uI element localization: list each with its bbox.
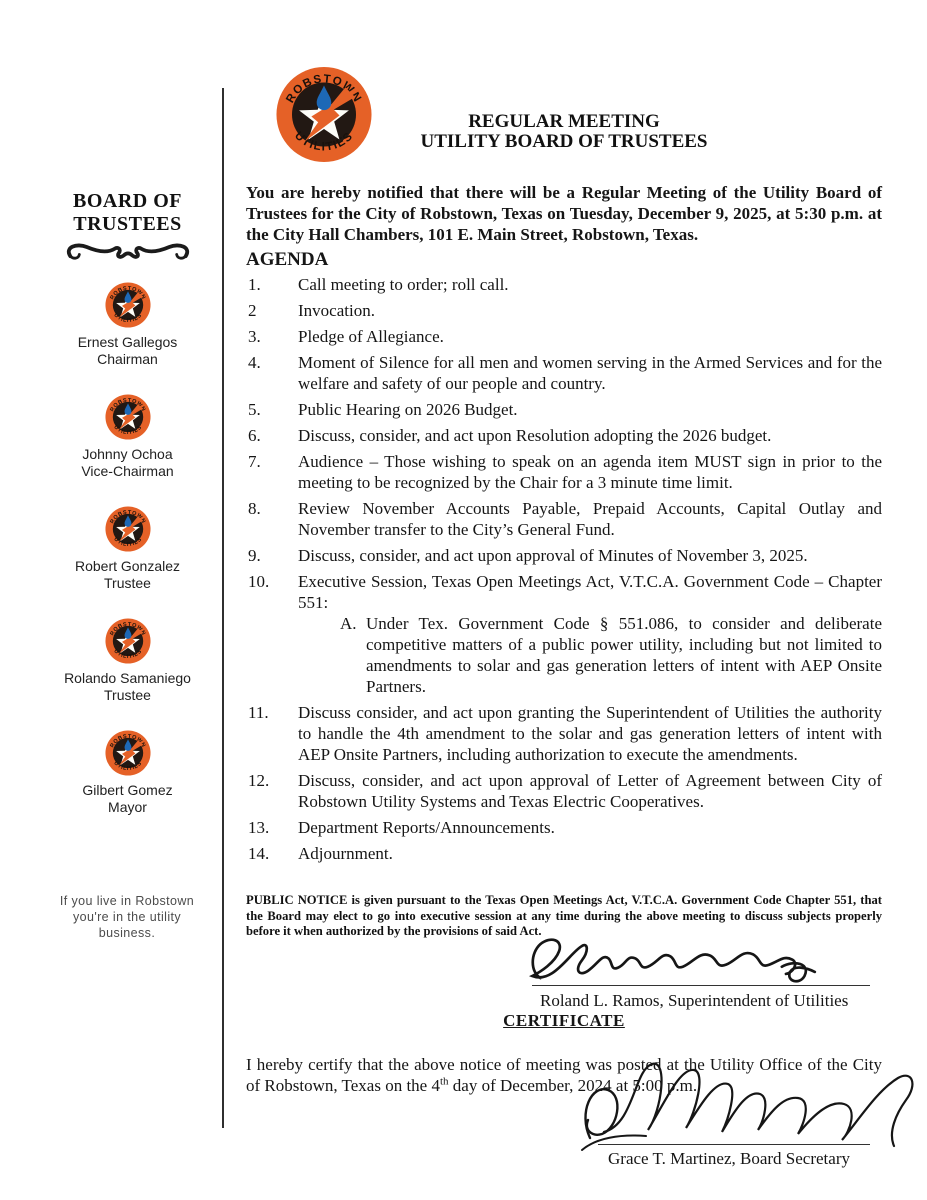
main-content xyxy=(246,182,882,1200)
agenda-item-text: Invocation. xyxy=(298,301,375,320)
agenda-item-text: Pledge of Allegiance. xyxy=(298,327,444,346)
superintendent-signature-icon xyxy=(524,930,854,988)
signature-line xyxy=(532,985,870,986)
agenda-item xyxy=(246,843,882,864)
board-member xyxy=(40,394,215,480)
certificate-text: I hereby certify that the above notice of meeting was posted at the Utility Office of the City of Robstown, Texas on the 4th day of December, 2024 at 5:00 p.m. xyxy=(246,1055,882,1095)
agenda-item-number: 6. xyxy=(248,426,261,445)
agenda-item-number: 12. xyxy=(248,771,270,790)
agenda-list xyxy=(246,274,882,864)
board-member xyxy=(40,618,215,704)
agenda-subitem xyxy=(340,613,882,697)
member-name: Johnny Ochoa xyxy=(82,446,173,462)
agenda-item-text: Adjournment. xyxy=(298,844,393,863)
agenda-item-text: Discuss, consider, and act upon approval of Minutes of November 3, 2025. xyxy=(298,546,808,565)
agenda-item-number: 9. xyxy=(248,546,261,565)
member-role: Vice-Chairman xyxy=(81,463,174,479)
agenda-item-text: Call meeting to order; roll call. xyxy=(298,275,509,294)
board-member xyxy=(40,282,215,368)
agenda-item-text: Discuss, consider, and act upon approval of Letter of Agreement between City of Robstown Utility Systems and Texas Electric Cooperatives. xyxy=(298,771,882,811)
robstown-utilities-logo-icon xyxy=(105,730,151,776)
vertical-divider xyxy=(222,88,224,1128)
sidebar-motto: If you live in Robstown you're in the utility business. xyxy=(59,894,195,940)
member-role: Trustee xyxy=(104,687,151,703)
board-of-trustees-heading xyxy=(40,190,215,236)
robstown-utilities-logo-icon xyxy=(105,282,151,328)
ordinal-superscript: th xyxy=(439,1075,449,1088)
agenda-item-number: 5. xyxy=(248,400,261,419)
public-notice-text: PUBLIC NOTICE is given pursuant to the Texas Open Meetings Act, V.T.C.A. Government Code Chapter 551, that the Board may elect to go into executive session at any time during the above meeting to discuss subjects properly before it when authorized by the provisions of said Act. xyxy=(246,893,882,939)
certificate-heading: CERTIFICATE xyxy=(503,1011,625,1030)
member-name: Robert Gonzalez xyxy=(74,558,181,574)
agenda-item-number: 14. xyxy=(248,844,270,863)
notice-intro: You are hereby notified that there will be a Regular Meeting of the Utility Board of Trustees for the City of Robstown, Texas on Tuesday, December 9, 2025, at 5:30 p.m. at the City Hall Chambers, 101 E. Main Street, Robstown, Texas. xyxy=(246,183,882,244)
robstown-utilities-logo-icon xyxy=(105,618,151,664)
board-members-list xyxy=(40,282,215,842)
agenda-item-text: Department Reports/Announcements. xyxy=(298,818,555,837)
agenda-item-number: 7. xyxy=(248,452,261,471)
member-role: Chairman xyxy=(97,351,158,367)
agenda-item xyxy=(246,545,882,566)
agenda-subitem-label: A. xyxy=(340,614,357,633)
agenda-item-number: 1. xyxy=(248,275,261,294)
agenda-item-text: Moment of Silence for all men and women serving in the Armed Services and for the welfare and safety of our people and country. xyxy=(298,353,882,393)
secretary-name: Grace T. Martinez, Board Secretary xyxy=(608,1149,850,1168)
member-name: Rolando Samaniego xyxy=(64,670,191,686)
board-heading-line2: TRUSTEES xyxy=(73,213,182,235)
agenda-item xyxy=(246,702,882,765)
agenda-item xyxy=(246,425,882,446)
title-line2: UTILITY BOARD OF TRUSTEES xyxy=(420,131,708,152)
agenda-item xyxy=(246,326,882,347)
flourish-divider-icon xyxy=(62,238,194,266)
agenda-item xyxy=(246,571,882,697)
agenda-item xyxy=(246,274,882,295)
agenda-heading: AGENDA xyxy=(246,249,329,270)
agenda-item xyxy=(246,770,882,812)
board-heading-line1: BOARD OF xyxy=(73,190,182,212)
agenda-item xyxy=(246,451,882,493)
agenda-item-text: Discuss consider, and act upon granting the Superintendent of Utilities the authority to handle the 4th amendment to the solar and gas generation letters of intent with AEP Onsite Partners, including authorization to execute the amendments. xyxy=(298,703,882,764)
agenda-item-text: Discuss, consider, and act upon Resolution adopting the 2026 budget. xyxy=(298,426,772,445)
agenda-item-number: 3. xyxy=(248,327,261,346)
secretary-signature-block xyxy=(246,1038,926,1200)
secretary-signature-icon xyxy=(576,1038,927,1156)
member-role: Mayor xyxy=(108,799,147,815)
page-title xyxy=(246,112,882,152)
agenda-item-number: 2 xyxy=(248,301,257,320)
agenda-item-text: Public Hearing on 2026 Budget. xyxy=(298,400,518,419)
agenda-item-number: 4. xyxy=(248,353,261,372)
member-name: Gilbert Gomez xyxy=(82,782,173,798)
robstown-utilities-logo-icon xyxy=(105,506,151,552)
agenda-item xyxy=(246,498,882,540)
agenda-item-number: 11. xyxy=(248,703,269,722)
agenda-item xyxy=(246,300,882,321)
agenda-item xyxy=(246,817,882,838)
agenda-item-text: Executive Session, Texas Open Meetings Act, V.T.C.A. Government Code – Chapter 551: xyxy=(298,572,882,612)
agenda-item-number: 8. xyxy=(248,499,261,518)
member-role: Trustee xyxy=(104,575,151,591)
signature-line xyxy=(598,1144,870,1145)
robstown-utilities-logo-icon xyxy=(105,394,151,440)
member-name: Ernest Gallegos xyxy=(77,334,178,350)
agenda-subitem-text: Under Tex. Government Code § 551.086, to consider and deliberate competitive matters of a public power utility, including but not limited to amendments to solar and gas generation letters of intent with AEP Onsite Partners. xyxy=(366,614,882,696)
agenda-item-number: 10. xyxy=(248,572,270,591)
agenda-item-text: Audience – Those wishing to speak on an agenda item MUST sign in prior to the meeting to be recognized by the Chair for a 3 minute time limit. xyxy=(298,452,882,492)
agenda-item-text: Review November Accounts Payable, Prepaid Accounts, Capital Outlay and November transfer to the City’s General Fund. xyxy=(298,499,882,539)
agenda-item xyxy=(246,399,882,420)
agenda-item xyxy=(246,352,882,394)
board-member xyxy=(40,506,215,592)
agenda-item-number: 13. xyxy=(248,818,270,837)
title-line1: REGULAR MEETING xyxy=(468,111,660,132)
board-member xyxy=(40,730,215,816)
superintendent-name: Roland L. Ramos, Superintendent of Utilities xyxy=(540,991,849,1010)
